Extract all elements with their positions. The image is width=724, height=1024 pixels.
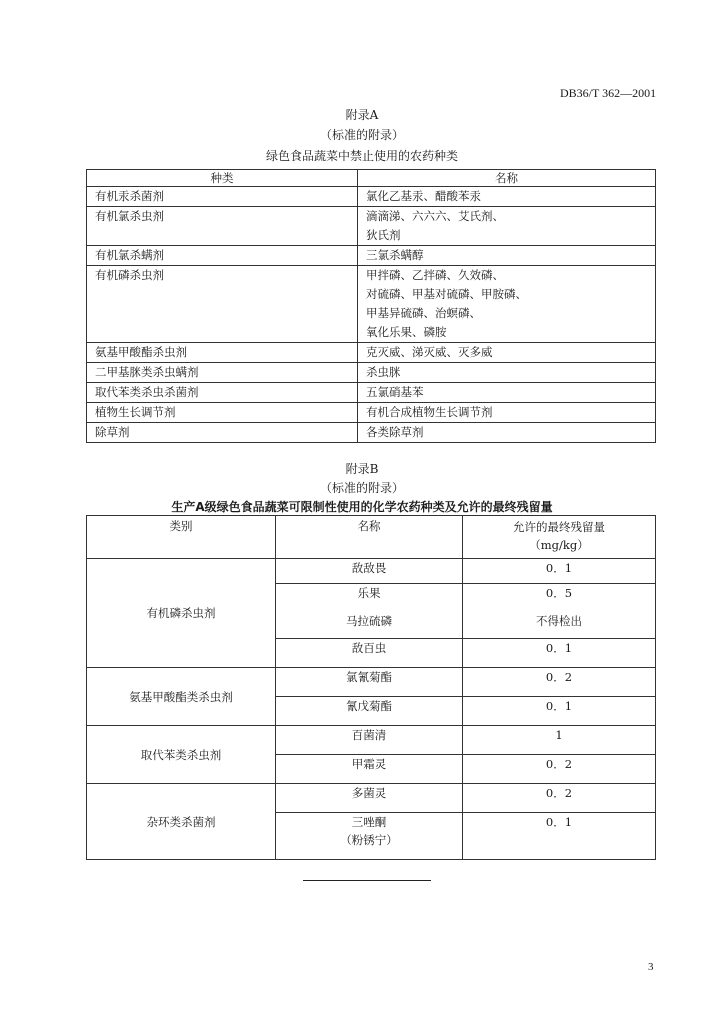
category-cell: 植物生长调节剂 <box>87 403 358 423</box>
residue-cell <box>463 755 656 784</box>
category-cell: 杂环类杀菌剂 <box>87 784 276 860</box>
category-cell: 二甲基脒类杀虫螨剂 <box>87 363 358 383</box>
appendix-b-note: （标准的附录） <box>319 481 404 495</box>
table-row <box>87 187 656 207</box>
category-cell: 除草剂 <box>87 423 358 443</box>
residue-value: 0．2 <box>545 670 573 684</box>
pesticide-name: 甲霜灵 <box>351 757 387 771</box>
names-cell <box>358 246 656 266</box>
table-row <box>87 266 656 343</box>
column-header <box>463 516 656 559</box>
column-header: 类别 <box>87 516 276 559</box>
pesticide-name-cell <box>276 559 463 584</box>
residue-value: 不得检出 <box>536 614 582 628</box>
name-line: 三氯杀螨醇 <box>366 248 424 262</box>
category-cell: 有机磷杀虫剂 <box>87 266 358 343</box>
table-row <box>87 726 656 755</box>
names-cell <box>358 423 656 443</box>
pesticide-name-cell <box>276 726 463 755</box>
names-cell <box>358 266 656 343</box>
pesticide-name: 敌敌畏 <box>351 561 387 575</box>
residue-cell <box>463 584 656 639</box>
residue-header-line: 允许的最终残留量 <box>513 520 605 534</box>
category-cell: 有机氯杀虫剂 <box>87 207 358 246</box>
names-cell <box>358 403 656 423</box>
table-row <box>87 784 656 813</box>
pesticide-name: 三唑酮 <box>351 815 387 829</box>
residue-cell <box>463 668 656 697</box>
name-line: 氧化乐果、磷胺 <box>366 325 447 339</box>
pesticide-name: 氰戊菊酯 <box>346 699 392 713</box>
name-line: 各类除草剂 <box>366 425 424 439</box>
category-cell: 有机汞杀菌剂 <box>87 187 358 207</box>
appendix-b-label: 附录B <box>345 462 379 476</box>
residue-cell <box>463 697 656 726</box>
name-line: 甲基异硫磷、治螟磷、 <box>366 306 481 320</box>
name-line: 滴滴涕、六六六、艾氏剂、 <box>366 209 504 223</box>
column-header: 名称 <box>358 170 656 187</box>
appendix-b-table <box>86 515 656 860</box>
names-cell <box>358 363 656 383</box>
category-cell: 取代苯类杀虫剂 <box>87 726 276 784</box>
end-rule <box>303 880 431 881</box>
pesticide-name: 氯氰菊酯 <box>346 670 392 684</box>
standard-number: DB36/T 362—2001 <box>560 86 657 100</box>
name-line: 有机合成植物生长调节剂 <box>366 405 493 419</box>
appendix-a-label: 附录A <box>345 108 379 122</box>
names-cell <box>358 343 656 363</box>
name-line: 狄氏剂 <box>366 228 401 242</box>
page-number: 3 <box>648 961 654 973</box>
name-line: 甲拌磷、乙拌磷、久效磷、 <box>366 268 504 282</box>
table-row <box>87 668 656 697</box>
residue-cell <box>463 813 656 860</box>
table-row <box>87 246 656 266</box>
residue-value: 1 <box>555 728 563 742</box>
pesticide-name: 敌百虫 <box>351 641 387 655</box>
name-line: 氯化乙基汞、醋酸苯汞 <box>366 189 481 203</box>
residue-cell <box>463 559 656 584</box>
residue-value: 0．1 <box>545 561 573 575</box>
category-cell: 氨基甲酸酯类杀虫剂 <box>87 668 276 726</box>
table-row <box>87 343 656 363</box>
residue-cell <box>463 726 656 755</box>
table-row <box>87 559 656 584</box>
category-cell: 有机氯杀螨剂 <box>87 246 358 266</box>
table-row <box>87 403 656 423</box>
pesticide-name-cell <box>276 755 463 784</box>
pesticide-name: 马拉硫磷 <box>346 614 392 628</box>
appendix-a-table <box>86 169 656 443</box>
pesticide-name-cell <box>276 784 463 813</box>
pesticide-name: 乐果 <box>357 586 381 600</box>
appendix-b-title: 生产A级绿色食品蔬菜可限制性使用的化学农药种类及允许的最终残留量 <box>171 500 553 514</box>
appendix-a-title: 绿色食品蔬菜中禁止使用的农药种类 <box>265 149 458 163</box>
pesticide-name-cell <box>276 668 463 697</box>
residue-value: 0．2 <box>545 757 573 771</box>
pesticide-name-note: （粉锈宁） <box>340 833 398 847</box>
column-header: 种类 <box>87 170 358 187</box>
residue-value: 0．1 <box>545 641 573 655</box>
table-row <box>87 207 656 246</box>
name-line: 五氯硝基苯 <box>366 385 424 399</box>
names-cell <box>358 187 656 207</box>
pesticide-name-cell <box>276 639 463 668</box>
category-cell: 氨基甲酸酯杀虫剂 <box>87 343 358 363</box>
pesticide-name-cell <box>276 697 463 726</box>
category-cell: 取代苯类杀虫杀菌剂 <box>87 383 358 403</box>
pesticide-name: 百菌清 <box>351 728 387 742</box>
residue-value: 0．1 <box>545 815 573 829</box>
names-cell <box>358 207 656 246</box>
residue-cell <box>463 784 656 813</box>
residue-value: 0．1 <box>545 699 573 713</box>
residue-value: 0．2 <box>545 786 573 800</box>
pesticide-name-cell <box>276 584 463 639</box>
category-cell: 有机磷杀虫剂 <box>87 559 276 668</box>
name-line: 杀虫脒 <box>366 365 401 379</box>
table-row <box>87 423 656 443</box>
table-row <box>87 363 656 383</box>
column-header: 名称 <box>276 516 463 559</box>
pesticide-name-cell <box>276 813 463 860</box>
appendix-a-note: （标准的附录） <box>319 128 404 142</box>
names-cell <box>358 383 656 403</box>
name-line: 对硫磷、甲基对硫磷、甲胺磷、 <box>366 287 527 301</box>
residue-value: 0．5 <box>545 586 573 600</box>
name-line: 克灭威、涕灭威、灭多威 <box>366 345 493 359</box>
table-row <box>87 383 656 403</box>
pesticide-name: 多菌灵 <box>351 786 387 800</box>
residue-cell <box>463 639 656 668</box>
residue-header-unit: （mg/kg） <box>529 538 589 552</box>
